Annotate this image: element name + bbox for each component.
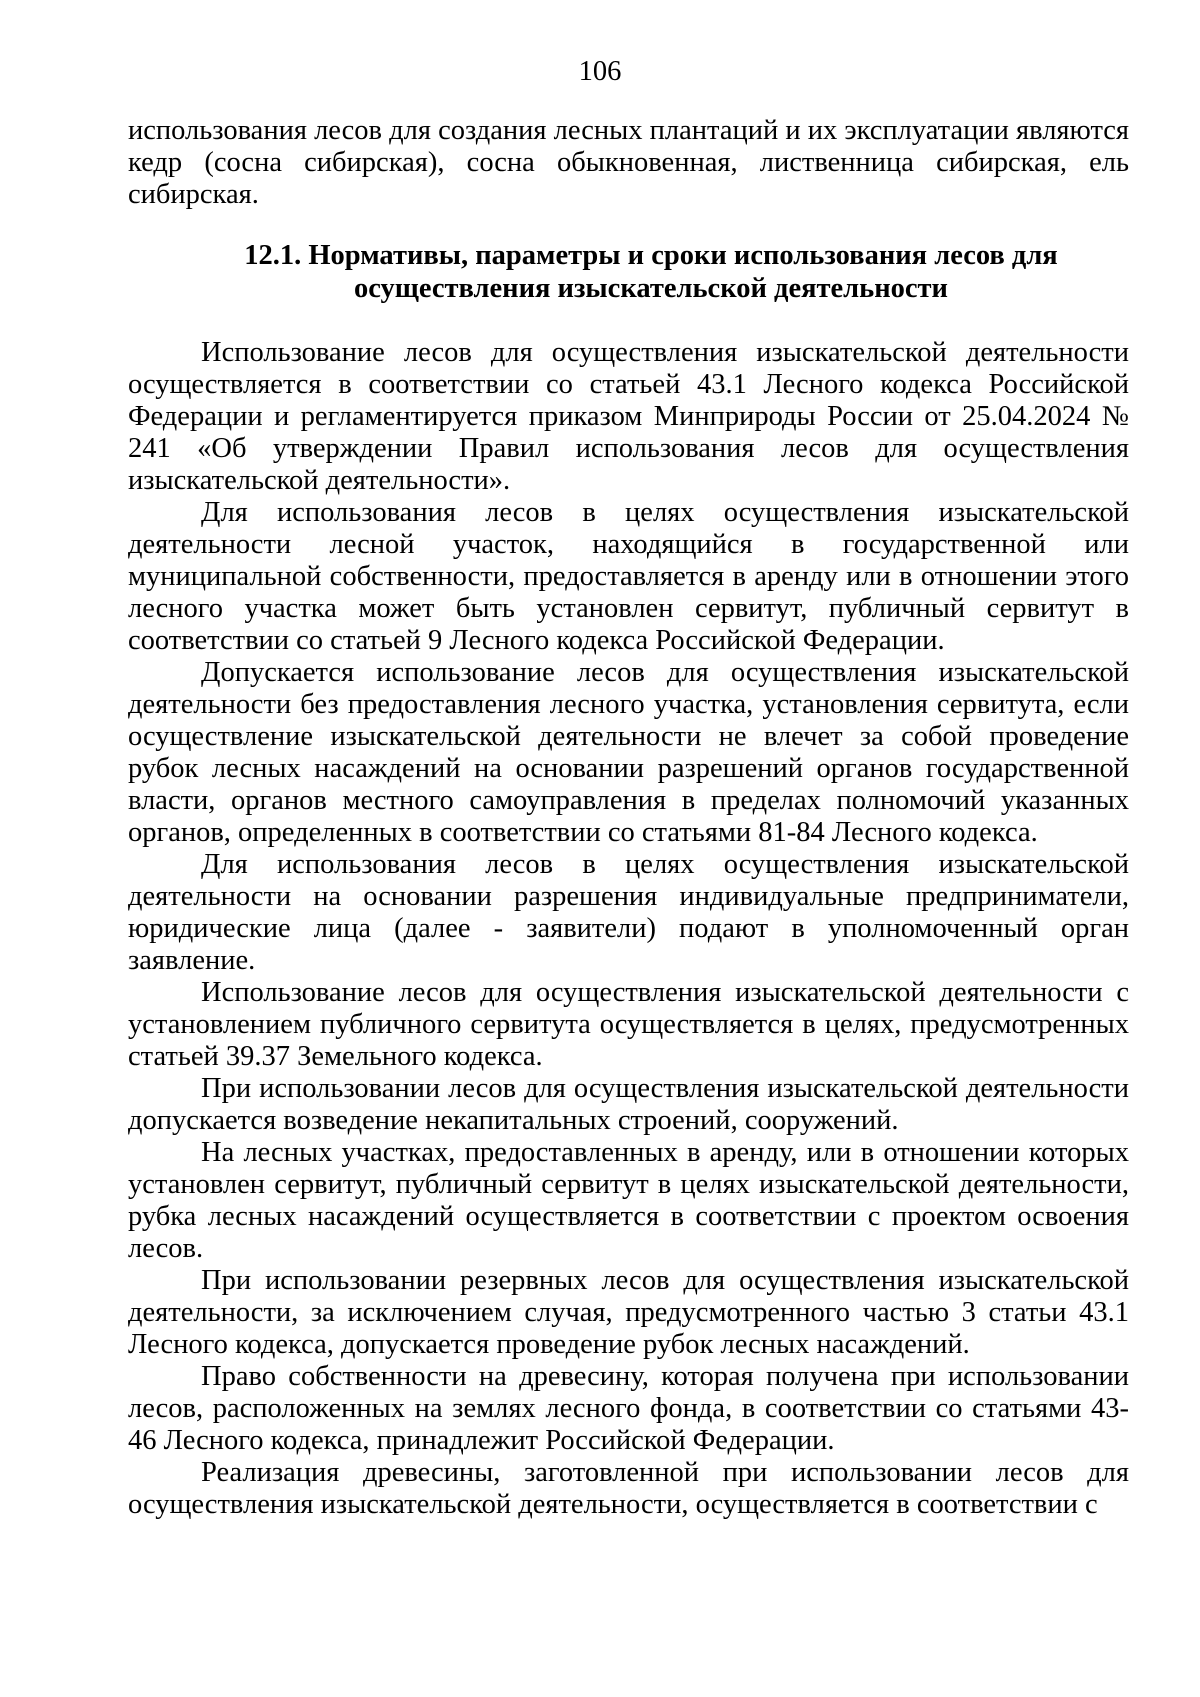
page-content bbox=[128, 115, 1129, 1521]
paragraph: При использовании резервных лесов для осуществления изыскательской деятельности, за исключением случая, предусмотренного частью 3 статьи 43.1 Лесного кодекса, допускается проведение рубок лесных насаждений. bbox=[128, 1265, 1129, 1360]
paragraph: Право собственности на древесину, которая получена при использовании лесов, расположенных на землях лесного фонда, в соответствии со статьями 43-46 Лесного кодекса, принадлежит Российской Федерации. bbox=[128, 1361, 1129, 1456]
paragraph: На лесных участках, предоставленных в аренду, или в отношении которых установлен сервитут, публичный сервитут в целях изыскательской деятельности, рубка лесных насаждений осуществляется в соответствии с проектом освоения лесов. bbox=[128, 1137, 1129, 1264]
paragraph: Для использования лесов в целях осуществления изыскательской деятельности на основании разрешения индивидуальные предприниматели, юридические лица (далее - заявители) подают в уполномоченный орган заявление. bbox=[128, 849, 1129, 976]
paragraph: При использовании лесов для осуществления изыскательской деятельности допускается возведение некапитальных строений, сооружений. bbox=[128, 1073, 1129, 1136]
section-title: 12.1. Нормативы, параметры и сроки использования лесов для осуществления изыскательской деятельности bbox=[244, 240, 1058, 304]
paragraph: Допускается использование лесов для осуществления изыскательской деятельности без предоставления лесного участка, установления сервитута, если осуществление изыскательской деятельности не влечет за собой проведение рубок лесных насаждений на основании разрешений органов государственной власти, органов местного самоуправления в пределах полномочий указанных органов, определенных в соответствии со статьями 81-84 Лесного кодекса. bbox=[128, 657, 1129, 848]
paragraph: Использование лесов для осуществления изыскательской деятельности осуществляется в соответствии со статьей 43.1 Лесного кодекса Российской Федерации и регламентируется приказом Минприроды России от 25.04.2024 № 241 «Об утверждении Правил использования лесов для осуществления изыскательской деятельности». bbox=[128, 337, 1129, 496]
opening-paragraph: использования лесов для создания лесных плантаций и их эксплуатации являются кедр (сосна сибирская), сосна обыкновенная, лиственница сибирская, ель сибирская. bbox=[128, 115, 1129, 210]
paragraph: Реализация древесины, заготовленной при использовании лесов для осуществления изыскательской деятельности, осуществляется в соответствии с bbox=[128, 1457, 1129, 1520]
paragraph: Использование лесов для осуществления изыскательской деятельности с установлением публичного сервитута осуществляется в целях, предусмотренных статьей 39.37 Земельного кодекса. bbox=[128, 977, 1129, 1072]
page-number: 106 bbox=[578, 56, 622, 87]
paragraph: Для использования лесов в целях осуществления изыскательской деятельности лесной участок, находящийся в государственной или муниципальной собственности, предоставляется в аренду или в отношении этого лесного участка может быть установлен сервитут, публичный сервитут в соответствии со статьей 9 Лесного кодекса Российской Федерации. bbox=[128, 497, 1129, 656]
